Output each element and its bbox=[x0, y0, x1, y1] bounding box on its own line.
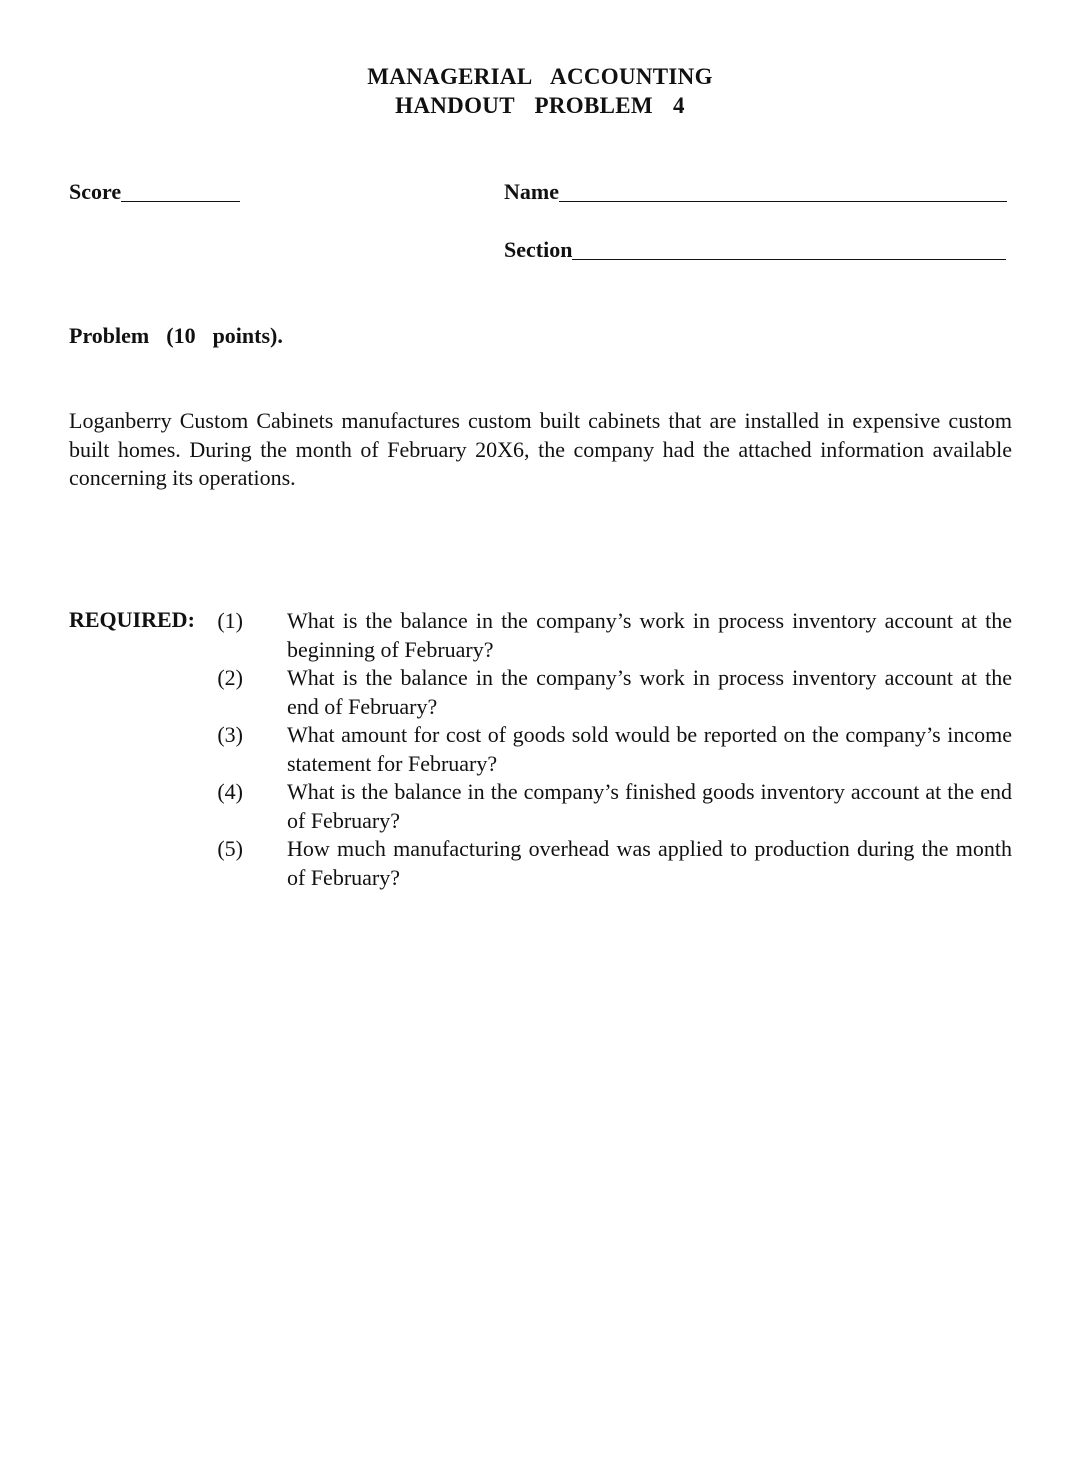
required-item-text: How much manufacturing overhead was applied to production during the month of February? bbox=[287, 836, 1012, 890]
section-field[interactable] bbox=[504, 237, 1006, 263]
problem-intro-paragraph: Loganberry Custom Cabinets manufactures custom built cabinets that are installed in expensive custom built homes. During the month of February 20X6, the company had the attached information available concerning its operations. bbox=[69, 408, 1012, 490]
required-item-number: (3) bbox=[217, 722, 243, 747]
required-item-text: What is the balance in the company’s finished goods inventory account at the end of February? bbox=[287, 779, 1012, 833]
document-title-line-1: MANAGERIAL ACCOUNTING bbox=[367, 64, 713, 89]
required-item-number: (4) bbox=[217, 779, 243, 804]
required-item-number: (1) bbox=[217, 608, 243, 633]
score-field[interactable] bbox=[69, 179, 240, 205]
score-label: Score bbox=[69, 179, 122, 204]
name-field[interactable] bbox=[504, 179, 1007, 205]
name-blank-line[interactable] bbox=[559, 181, 1007, 202]
score-blank-line[interactable] bbox=[121, 181, 240, 202]
problem-heading: Problem (10 points). bbox=[69, 323, 283, 348]
required-item-text: What amount for cost of goods sold would be reported on the company’s income statement for February? bbox=[287, 722, 1012, 776]
section-blank-line[interactable] bbox=[572, 239, 1006, 260]
document-title-line-2: HANDOUT PROBLEM 4 bbox=[395, 93, 685, 118]
section-label: Section bbox=[504, 237, 573, 262]
name-label: Name bbox=[504, 179, 559, 204]
required-item-number: (2) bbox=[217, 665, 243, 690]
required-item-text: What is the balance in the company’s work in process inventory account at the end of February? bbox=[287, 665, 1012, 719]
required-item-text: What is the balance in the company’s work in process inventory account at the beginning of February? bbox=[287, 608, 1012, 662]
required-item-number: (5) bbox=[217, 836, 243, 861]
required-label: REQUIRED: bbox=[69, 607, 195, 632]
